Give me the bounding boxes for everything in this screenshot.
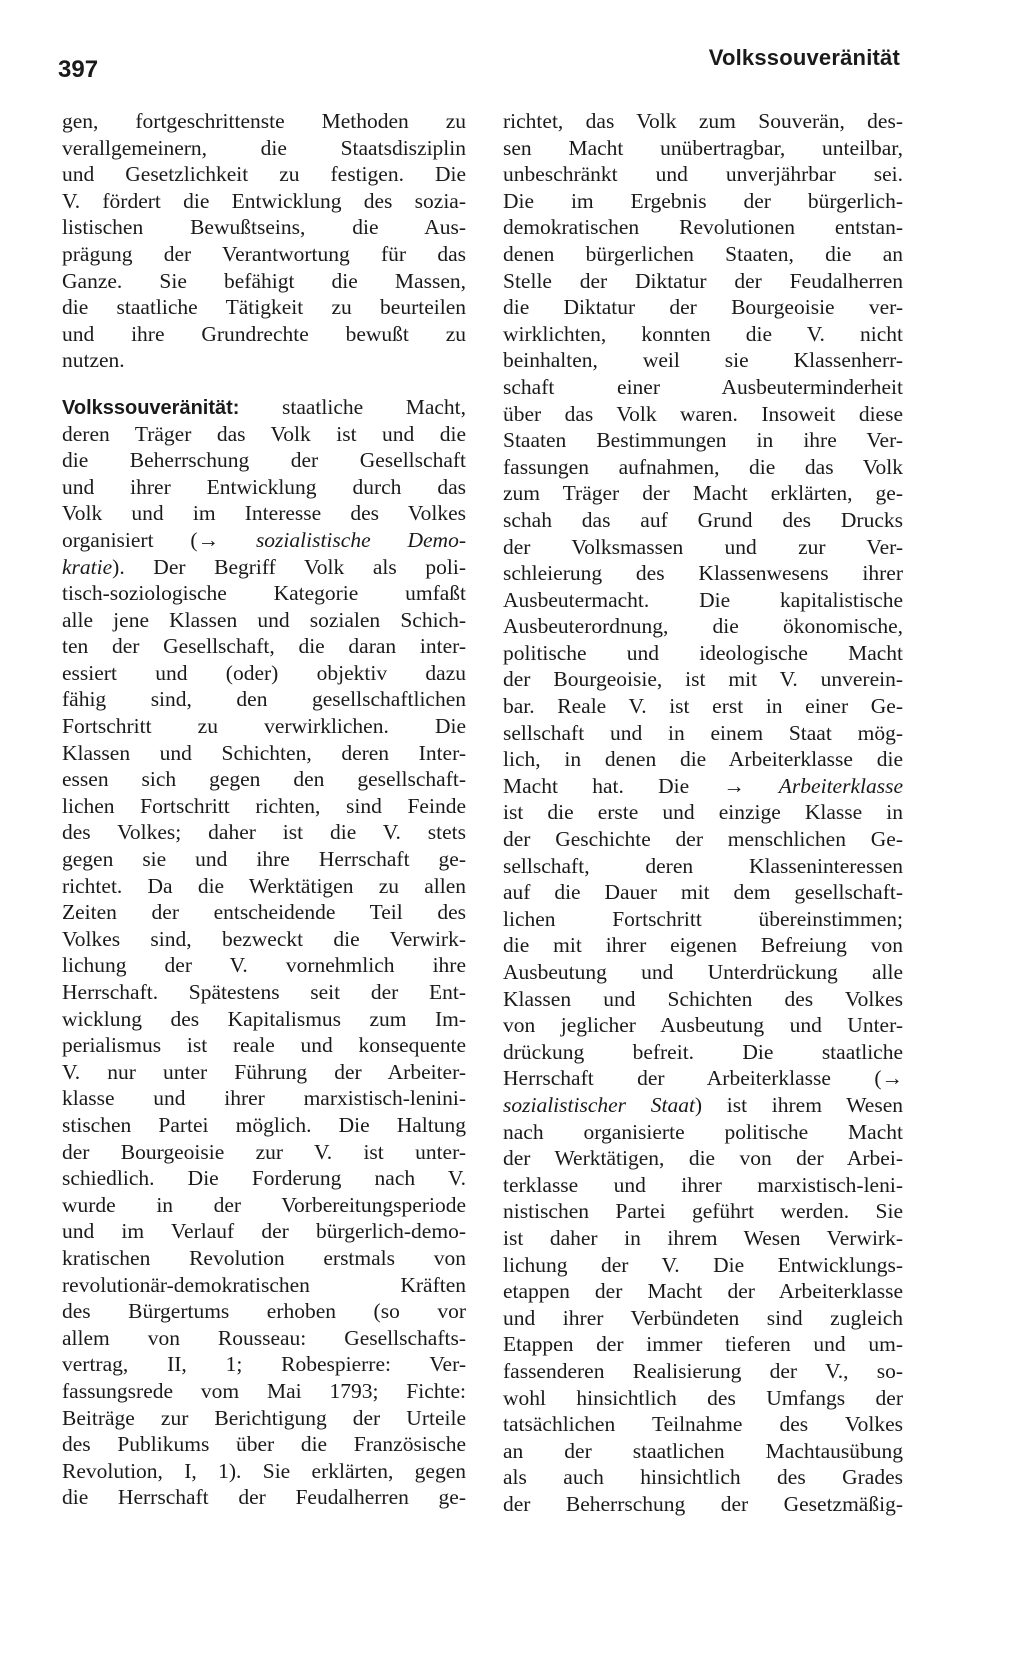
- text-line: die Beherrschung der Gesellschaft: [62, 448, 466, 473]
- text-line: schaft einer Ausbeuterminderheit: [503, 374, 903, 399]
- text-line: lichen Fortschritt richten, sind Feinde: [62, 793, 466, 818]
- text-line: terklasse und ihrer marxistisch-leni-: [503, 1172, 903, 1197]
- text-line: der Bourgeoisie, ist mit V. unverein-: [503, 667, 903, 692]
- text-line: kratischen Revolution erstmals von: [62, 1245, 466, 1270]
- text-line: Fortschritt zu verwirklichen. Die: [62, 714, 466, 739]
- entry-first-line: [62, 394, 466, 421]
- text-line: lichung der V. vornehmlich ihre: [62, 953, 466, 978]
- text-line: allem von Rousseau: Gesellschafts-: [62, 1325, 466, 1350]
- text-line: sen Macht unübertragbar, unteilbar,: [503, 135, 903, 160]
- text-line: sellschaft, deren Klasseninteressen: [503, 853, 903, 878]
- text-line: der Volksmassen und zur Ver-: [503, 534, 903, 559]
- cross-reference-line: [503, 773, 903, 800]
- text-line: wohl hinsichtlich des Umfangs der: [503, 1385, 903, 1410]
- text-line: schiedlich. Die Forderung nach V.: [62, 1166, 466, 1191]
- text-line: Volk und im Interesse des Volkes: [62, 501, 466, 526]
- entry-lemma: Volkssouveränität:: [62, 396, 240, 419]
- text-line: wicklung des Kapitalismus zum Im-: [62, 1006, 466, 1031]
- entry-first-line-text: staatliche Macht,: [239, 394, 466, 419]
- text-line: lich, in denen die Arbeiterklasse die: [503, 747, 903, 772]
- text-line: nistischen Partei geführt werden. Sie: [503, 1199, 903, 1224]
- arrow-right-icon: →: [723, 773, 745, 798]
- text-line: unbeschränkt und unverjährbar sei.: [503, 162, 903, 187]
- text-line: essiert und (oder) objektiv dazu: [62, 660, 466, 685]
- cross-reference-line: [62, 554, 466, 581]
- text-line: des Publikums über die Französische: [62, 1432, 466, 1457]
- text-line: Stelle der Diktatur der Feudalherren: [503, 268, 903, 293]
- text-line: richtet. Da die Werktätigen zu allen: [62, 873, 466, 898]
- text-line: wirklichten, konnten die V. nicht: [503, 321, 903, 346]
- text-line: politische und ideologische Macht: [503, 640, 903, 665]
- text-line: zum Träger der Macht erklärten, ge-: [503, 481, 903, 506]
- text-line: verallgemeinern, die Staatsdisziplin: [62, 135, 466, 160]
- cross-reference-term: Arbeiterklasse: [744, 773, 903, 798]
- text-line: Herrschaft. Spätestens seit der Ent-: [62, 980, 466, 1004]
- text-line: fassungen aufnahmen, die das Volk: [503, 454, 903, 479]
- text-line: Revolution, I, 1). Sie erklärten, gegen: [62, 1458, 466, 1483]
- text-line: lichung der V. Die Entwicklungs-: [503, 1252, 903, 1277]
- text-fragment: ) ist ihrem Wesen: [694, 1092, 903, 1117]
- text-line: beinhalten, weil sie Klassenherr-: [503, 348, 903, 373]
- cross-reference-line: [503, 1092, 903, 1119]
- text-line: Klassen und Schichten des Volkes: [503, 986, 903, 1011]
- text-line: des Volkes; daher ist die V. stets: [62, 820, 466, 845]
- text-line: gegen sie und ihre Herrschaft ge-: [62, 847, 466, 872]
- text-fragment: ). Der Begriff Volk als poli-: [112, 554, 466, 579]
- text-line: Ausbeutung und Unterdrückung alle: [503, 960, 903, 984]
- text-line: demokratischen Revolutionen entstan-: [503, 215, 903, 240]
- cross-reference-term: sozialistische Demo-: [219, 527, 466, 552]
- text-line: die Herrschaft der Feudalherren ge-: [62, 1485, 466, 1510]
- text-line: Ausbeuterordnung, die ökonomische,: [503, 614, 903, 639]
- text-line: listischen Bewußtseins, die Aus-: [62, 215, 466, 240]
- left-column: [62, 108, 466, 1511]
- text-line: alle jene Klassen und sozialen Schich-: [62, 607, 466, 632]
- arrow-right-icon: →: [197, 527, 220, 552]
- text-line: Klassen und Schichten, deren Inter-: [62, 740, 466, 765]
- text-line: lichen Fortschritt übereinstimmen;: [503, 906, 903, 931]
- text-line: Staaten Bestimmungen in ihre Ver-: [503, 428, 903, 453]
- text-line: fassenderen Realisierung der V., so-: [503, 1358, 903, 1383]
- text-line: perialismus ist reale und konsequente: [62, 1033, 466, 1058]
- text-line: auf die Dauer mit dem gesellschaft-: [503, 880, 903, 905]
- text-line: Etappen der immer tieferen und um-: [503, 1332, 903, 1357]
- text-line: vertrag, II, 1; Robespierre: Ver-: [62, 1352, 466, 1377]
- text-line: als auch hinsichtlich des Grades: [503, 1465, 903, 1490]
- text-line: der Bourgeoisie zur V. ist unter-: [62, 1139, 466, 1164]
- text-line: Ausbeutermacht. Die kapitalistische: [503, 587, 903, 612]
- paragraph-continuation: [62, 108, 466, 374]
- text-fragment: Herrschaft der Arbeiterklasse (: [503, 1066, 882, 1091]
- text-line: die staatliche Tätigkeit zu beurteilen: [62, 295, 466, 320]
- text-line: Die im Ergebnis der bürgerlich-: [503, 188, 903, 213]
- text-line: von jeglicher Ausbeutung und Unter-: [503, 1013, 903, 1038]
- text-line: Volkes sind, bezweckt die Verwirk-: [62, 926, 466, 951]
- text-line: V. fördert die Entwicklung des sozia-: [62, 188, 466, 213]
- text-line: die Diktatur der Bourgeoisie ver-: [503, 295, 903, 320]
- text-line: Beiträge zur Berichtigung der Urteile: [62, 1405, 466, 1430]
- text-line: sellschaft und in einem Staat mög-: [503, 720, 903, 745]
- text-line: ist die erste und einzige Klasse in: [503, 800, 903, 825]
- text-line: V. nur unter Führung der Arbeiter-: [62, 1059, 466, 1084]
- text-line: die mit ihrer eigenen Befreiung von: [503, 933, 903, 958]
- cross-reference-line: [62, 527, 466, 554]
- text-line: Zeiten der entscheidende Teil des: [62, 900, 466, 925]
- text-line: ten der Gesellschaft, die daran inter-: [62, 634, 466, 659]
- text-line: und ihrer Verbündeten sind zugleich: [503, 1305, 903, 1330]
- cross-reference-line: [503, 1065, 903, 1092]
- text-line: revolutionär-demokratischen Kräften: [62, 1272, 466, 1297]
- text-fragment: Macht hat. Die: [503, 773, 724, 798]
- text-line: klasse und ihrer marxistisch-lenini-: [62, 1086, 466, 1111]
- text-line: und ihrer Entwicklung durch das: [62, 474, 466, 499]
- text-line: schleierung des Klassenwesens ihrer: [503, 561, 903, 586]
- text-line: an der staatlichen Machtausübung: [503, 1438, 903, 1463]
- cross-reference-term: sozialistischer Staat: [503, 1092, 695, 1117]
- text-line: der Werktätigen, die von der Arbei-: [503, 1146, 903, 1171]
- text-line: tatsächlichen Teilnahme des Volkes: [503, 1412, 903, 1437]
- text-line: und Gesetzlichkeit zu festigen. Die: [62, 162, 466, 187]
- paragraph-gap: [62, 374, 466, 394]
- text-line: nutzen.: [62, 348, 125, 373]
- cross-reference-term: kratie: [62, 554, 113, 579]
- right-column: [503, 108, 903, 1517]
- text-line: bar. Reale V. ist erst in einer Ge-: [503, 694, 903, 719]
- text-line: ist daher in ihrem Wesen Verwirk-: [503, 1225, 903, 1250]
- text-line: und im Verlauf der bürgerlich-demo-: [62, 1219, 466, 1244]
- page-number: 397: [58, 56, 99, 83]
- text-line: schah das auf Grund des Drucks: [503, 507, 903, 532]
- text-line: fähig sind, den gesellschaftlichen: [62, 687, 466, 712]
- text-line: drückung befreit. Die staatliche: [503, 1039, 903, 1064]
- entry-volkssouveraenitaet: [62, 394, 466, 1511]
- running-head: Volkssouveränität: [708, 45, 900, 70]
- text-fragment: organisiert (: [62, 527, 198, 552]
- text-line: und ihre Grundrechte bewußt zu: [62, 321, 466, 346]
- text-line: etappen der Macht der Arbeiterklasse: [503, 1279, 903, 1304]
- text-line: der Geschichte der menschlichen Ge-: [503, 827, 903, 852]
- text-line: denen bürgerlichen Staaten, die an: [503, 241, 903, 266]
- text-line: essen sich gegen den gesellschaft-: [62, 767, 466, 792]
- text-line: der Beherrschung der Gesetzmäßig-: [503, 1491, 903, 1516]
- text-line: wurde in der Vorbereitungsperiode: [62, 1192, 466, 1217]
- text-line: des Bürgertums erhoben (so vor: [62, 1299, 466, 1324]
- text-line: richtet, das Volk zum Souverän, des-: [503, 109, 903, 133]
- text-line: gen, fortgeschrittenste Methoden zu: [62, 109, 466, 133]
- arrow-right-icon: →: [881, 1066, 903, 1091]
- text-line: über das Volk waren. Insoweit diese: [503, 401, 903, 426]
- text-line: prägung der Verantwortung für das: [62, 241, 466, 266]
- text-line: stischen Partei möglich. Die Haltung: [62, 1112, 466, 1137]
- text-line: fassungsrede vom Mai 1793; Fichte:: [62, 1378, 466, 1403]
- text-line: Ganze. Sie befähigt die Massen,: [62, 268, 466, 293]
- text-line: nach organisierte politische Macht: [503, 1119, 903, 1144]
- text-line: deren Träger das Volk ist und die: [62, 421, 466, 446]
- text-line: tisch-soziologische Kategorie umfaßt: [62, 581, 466, 606]
